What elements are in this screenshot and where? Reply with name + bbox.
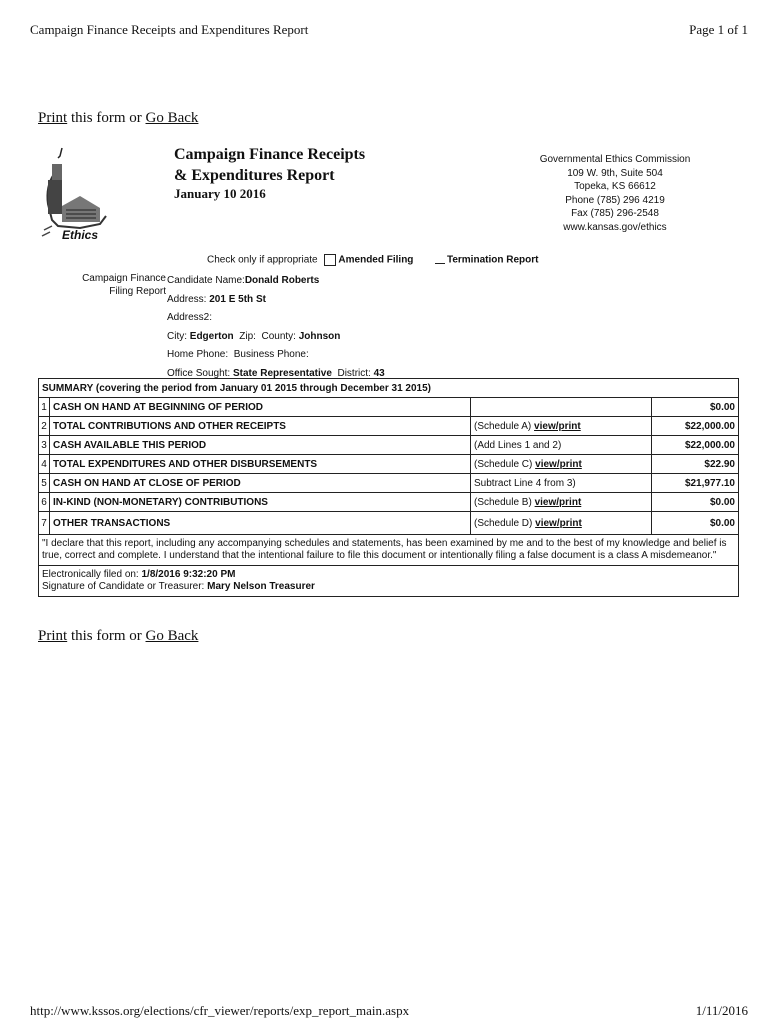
filed-on-label: Electronically filed on: <box>42 569 139 580</box>
row-amount: $0.00 <box>652 512 739 535</box>
amended-filing-checkbox[interactable] <box>324 254 336 266</box>
commission-city: Topeka, KS 66612 <box>574 181 656 192</box>
schedule-label: (Schedule A) <box>474 420 532 432</box>
signature-line <box>42 581 735 593</box>
filing-signature-cell <box>39 566 739 597</box>
county-label: County: <box>261 330 296 342</box>
office-label: Office Sought: <box>167 367 231 379</box>
candidate-address2-row <box>167 309 385 328</box>
top-links <box>38 110 198 127</box>
report-title <box>174 144 365 186</box>
filed-on-value: 1/8/2016 9:32:20 PM <box>141 569 236 580</box>
schedule-label: (Schedule B) <box>474 496 532 508</box>
ethics-seal-logo <box>40 146 120 244</box>
signature-row <box>39 566 739 597</box>
filed-on-line <box>42 569 735 581</box>
candidate-address: 201 E 5th St <box>209 293 266 305</box>
candidate-name-label: Candidate Name: <box>167 275 245 286</box>
candidate-city-row <box>167 328 385 347</box>
row-number: 3 <box>39 436 50 455</box>
declaration-text: "I declare that this report, including any accompanying schedules and statements, has been examined by me and to the best of my knowledge and belief is true, correct and complete. I understand that the intentional failure to file this document or intentionally filing a false document is a class A misdemeanor." <box>39 535 739 566</box>
row-amount: $22,000.00 <box>652 417 739 436</box>
signature-value: Mary Nelson Treasurer <box>207 581 315 592</box>
filing-options <box>207 254 538 266</box>
row-amount: $21,977.10 <box>652 474 739 493</box>
filing-report-label <box>71 272 166 298</box>
commission-fax: Fax (785) 296-2548 <box>571 208 659 219</box>
termination-report-label: Termination Report <box>446 254 539 266</box>
address2-label: Address2: <box>167 312 213 323</box>
candidate-city: Edgerton <box>189 330 234 342</box>
row-number: 1 <box>39 398 50 417</box>
row-label: TOTAL CONTRIBUTIONS AND OTHER RECEIPTS <box>50 417 471 436</box>
row-schedule: (Add Lines 1 and 2) <box>471 436 652 455</box>
go-back-link-bottom[interactable]: Go Back <box>145 628 199 644</box>
summary-row-3 <box>39 436 739 455</box>
zip-label: Zip: <box>239 330 256 342</box>
row-number: 6 <box>39 493 50 512</box>
row-number: 4 <box>39 455 50 474</box>
candidate-county: Johnson <box>298 330 341 342</box>
commission-block <box>520 153 710 234</box>
campaign-finance-label: Campaign Finance <box>82 273 166 284</box>
district-label: District: <box>337 367 371 379</box>
row-amount: $0.00 <box>652 398 739 417</box>
schedule-label: (Schedule D) <box>474 517 533 529</box>
print-header-title: Campaign Finance Receipts and Expenditures Report <box>30 22 309 37</box>
amended-filing-label: Amended Filing <box>338 254 414 266</box>
commission-name: Governmental Ethics Commission <box>539 154 691 165</box>
row-amount: $22.90 <box>652 455 739 474</box>
row-schedule <box>471 493 652 512</box>
commission-phone: Phone (785) 296 4219 <box>565 194 665 206</box>
candidate-office: State Representative <box>232 367 332 379</box>
this-form-or-text: this form or <box>70 110 142 126</box>
row-label: TOTAL EXPENDITURES AND OTHER DISBURSEMENTS <box>50 455 471 474</box>
schedule-a-view-print-link[interactable]: view/print <box>534 420 581 432</box>
go-back-link[interactable]: Go Back <box>145 110 199 126</box>
row-number: 7 <box>39 512 50 535</box>
declaration-row <box>39 535 739 566</box>
candidate-district: 43 <box>373 367 385 379</box>
candidate-phone-row <box>167 346 385 365</box>
summary-row-7 <box>39 512 739 535</box>
summary-row-6 <box>39 493 739 512</box>
row-label: CASH ON HAND AT BEGINNING OF PERIOD <box>50 398 471 417</box>
summary-header: SUMMARY (covering the period from January 01 2015 through December 31 2015) <box>39 379 739 398</box>
report-title-line1: Campaign Finance Receipts <box>174 146 366 163</box>
summary-row-2 <box>39 417 739 436</box>
bottom-links <box>38 628 198 645</box>
check-only-label: Check only if appropriate <box>207 254 318 266</box>
row-schedule <box>471 512 652 535</box>
address-label: Address: <box>167 293 207 305</box>
candidate-address-row <box>167 291 385 310</box>
ethics-logo-text: Ethics <box>62 228 99 242</box>
filing-report-label-text: Filing Report <box>109 286 166 297</box>
business-phone-label: Business Phone: <box>233 349 309 360</box>
report-title-line2: & Expenditures Report <box>174 167 335 184</box>
row-label: CASH ON HAND AT CLOSE OF PERIOD <box>50 474 471 493</box>
row-number: 2 <box>39 417 50 436</box>
this-form-or-text-bottom: this form or <box>70 628 142 644</box>
row-schedule <box>471 417 652 436</box>
row-label: IN-KIND (NON-MONETARY) CONTRIBUTIONS <box>50 493 471 512</box>
termination-report-checkbox[interactable] <box>435 256 445 264</box>
print-link[interactable]: Print <box>38 110 68 126</box>
print-link-bottom[interactable]: Print <box>38 628 68 644</box>
row-schedule: Subtract Line 4 from 3) <box>471 474 652 493</box>
schedule-d-view-print-link[interactable]: view/print <box>535 517 582 529</box>
commission-address: 109 W. 9th, Suite 504 <box>567 167 663 179</box>
row-label: OTHER TRANSACTIONS <box>50 512 471 535</box>
row-schedule <box>471 398 652 417</box>
commission-web: www.kansas.gov/ethics <box>563 221 667 233</box>
print-footer-url: http://www.kssos.org/elections/cfr_viewer/reports/exp_report_main.aspx <box>30 1003 410 1018</box>
signature-label: Signature of Candidate or Treasurer: <box>42 581 205 592</box>
candidate-info <box>167 272 385 383</box>
print-footer-date: 1/11/2016 <box>695 1003 748 1018</box>
schedule-c-view-print-link[interactable]: view/print <box>535 458 582 470</box>
row-label: CASH AVAILABLE THIS PERIOD <box>50 436 471 455</box>
summary-table <box>38 378 739 597</box>
candidate-name: Donald Roberts <box>244 275 320 286</box>
summary-row-5 <box>39 474 739 493</box>
row-amount: $0.00 <box>652 493 739 512</box>
row-schedule <box>471 455 652 474</box>
row-number: 5 <box>39 474 50 493</box>
report-date: January 10 2016 <box>174 186 266 201</box>
city-label: City: <box>167 330 187 342</box>
summary-row-4 <box>39 455 739 474</box>
home-phone-label: Home Phone: <box>167 349 229 360</box>
print-header-page: Page 1 of 1 <box>689 22 748 37</box>
schedule-label: (Schedule C) <box>474 458 533 470</box>
summary-header-row <box>39 379 739 398</box>
row-amount: $22,000.00 <box>652 436 739 455</box>
summary-row-1 <box>39 398 739 417</box>
candidate-name-row <box>167 272 385 291</box>
schedule-b-view-print-link[interactable]: view/print <box>534 496 582 508</box>
